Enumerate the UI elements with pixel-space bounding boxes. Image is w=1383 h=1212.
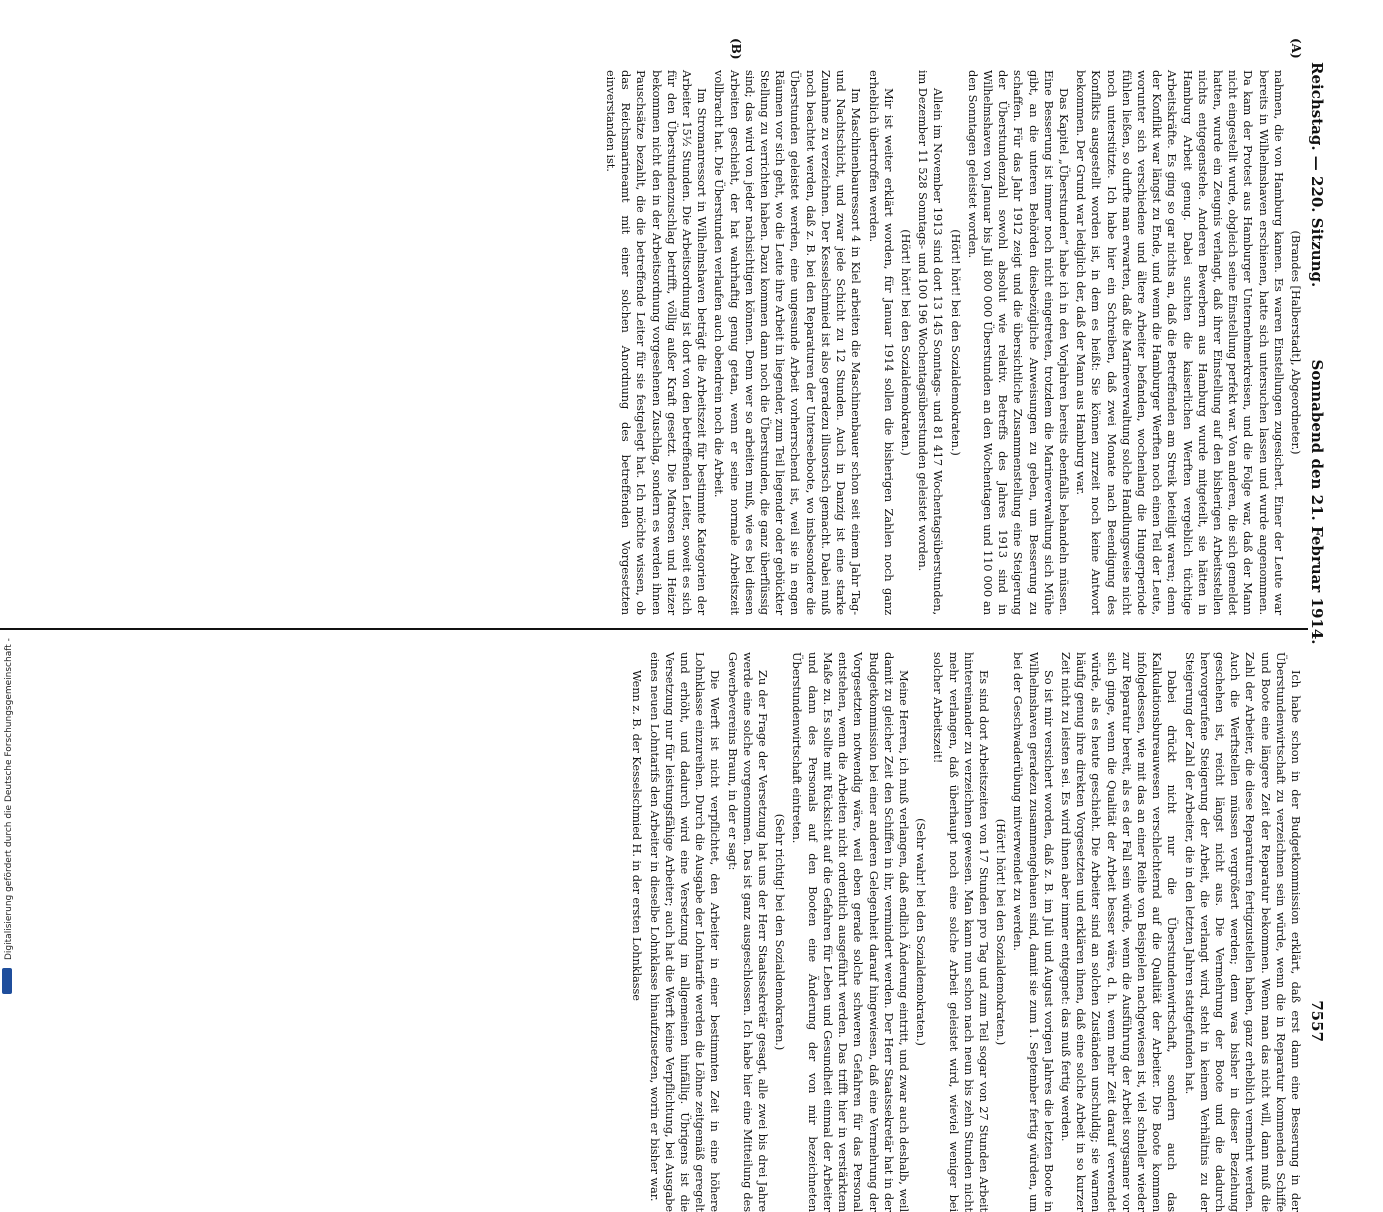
header-left: Reichstag. — 220. Sitzung. (1308, 62, 1326, 288)
paragraph: Allein im November 1913 sind dort 13 145 Sonntags- und 81 417 Wochentagsüberstunden, im Dezember 11 528 Sonntags- und 100 196 Wochentagsüberstunden geleistet worden. (916, 70, 946, 615)
paragraph: Mir ist weiter erklärt worden, für Januar 1914 sollen die bisherigen Zahlen noch ganz erheblich übertroffen werden. (866, 70, 896, 615)
paragraph: Das Kapitel „Überstunden“ habe ich in den Vorjahren bereits ebenfalls behandeln müssen. Eine Besserung ist immer noch nicht eingetreten, trotzdem die Marineverwaltung sich Mühe gibt, an die unteren Behörden diesbezügliche Anweisungen zu geben, um Besserung zu schaffen. Für das Jahr 1912 zeigt und die übersichtliche Zusammenstellung eine Steigerung der Überstundenzahl sowohl absolut wie relativ. Betreffs des Jahres 1913 sind in Wilhelmshaven von Januar bis Juli 800 000 Überstunden an den Wochentagen und 110 000 an den Sonntagen geleistet worden. (965, 70, 1071, 615)
page-header (1304, 62, 1326, 1042)
interjection: (Hört! hört! bei den Sozialdemokraten.) (948, 229, 963, 456)
digitization-text: Digitalisierung gefördert durch die Deutsche Forschungsgemeinschaft - (4, 638, 14, 960)
paragraph: Im Stromanressort in Wilhelmshaven beträgt die Arbeitszeit für bestimmte Kategorien der Arbeiter 15½ Stunden. Die Arbeitsordnung ist dort von den betreffenden Leiter, soweit es sich für den Überstundenzuschlag betrifft, völlig außer Kraft gesetzt. Die Matrosen und Heizer bekommen nicht den in der Arbeitsordnung vorgesehenen Zuschlag, sondern es werden ihnen Pauschsätze bezahlt, die die betreffende Leiter für sie festgelegt hat. Ich möchte wissen, ob das Reichsmarineamt mit einer solchen Anordnung des betreffenden Vorgesetzten einverstanden ist. (604, 70, 710, 615)
paragraph: Meine Herren, ich muß verlangen, daß endlich Änderung eintritt, und zwar auch deshalb, weil damit zu gleicher Zeit den Schiffen in ihr, vermindert werden. Der Herr Staatssekretär hat in der Budgetkommission bei einer anderen Gelegenheit darauf hingewiesen, daß eine Vermehrung der Vorgesetzten notwendig wäre, weil eben gerade solche schweren Gefahren für das Personal entstehen, wenn die Arbeiten nicht ordentlich ausgeführt werden. Das trifft hier in verstärktem Maße zu. Es sollte mit Rücksicht auf die Gefahren für Leben und Gesundheit einmal der Arbeiter und dann des Personals auf den Booten eine Änderung der von mir bezeichneten Überstundenwirtschaft eintreten. (790, 652, 911, 1212)
interjection: (Hört! hört! bei den Sozialdemokraten.) (994, 818, 1009, 1046)
digitization-note (4, 638, 14, 960)
left-column (601, 70, 1303, 615)
page-number: 7557 (1308, 1000, 1326, 1042)
paragraph: Zu der Frage der Versetzung hat uns der Herr Staatssekretär gesagt, alle zwei bis drei Jahre werde eine solche vorgenommen. Das ist ganz ausgeschlossen. Ich habe hier eine Mitteilung des Gewerbevereins Braun, in der er sagt: (725, 652, 771, 1212)
column-divider (0, 628, 1308, 630)
paragraph: Dabei drückt nicht nur die Überstundenwirtschaft, sondern auch das Kalkulationsbureauwesen verschlechternd auf die Qualität der Arbeiter. Die Boote kommen infolgedessen, wie mit das an einer Reihe von Beispielen nachgewiesen ist, viel schneller wieder zur Reparatur bereit, als es der Fall sein würde, wenn die Ausführung der Arbeit sorgsamer vor sich ginge, wenn die Qualität der Arbeit besser wäre, d. h. wenn mehr Zeit darauf verwendet würde, als es heute geschieht. Die Arbeiter sind an solchen Zuständen unschuldig; sie warnen häufig genug ihre direkten Vorgesetzten und erklären ihnen, daß eine solche Arbeit in so kurzer Zeit nicht zu leisten sei. Es wird ihnen aber immer entgegnet: das muß fertig werden. (1058, 652, 1180, 1212)
interjection: (Hört! hört! bei den Sozialdemokraten.) (898, 229, 913, 456)
paragraph: Es sind dort Arbeitszeiten von 17 Stunden pro Tag und zum Teil sogar von 27 Stunden Arbeit hintereinander zu verzeichnen gewesen. Man kann nun schon nach neun bis zehn Stunden nicht mehr verlangen, daß überhaupt noch eine solche Arbeit geleistet wird, wieviel weniger bei solcher Arbeitszeit! (931, 652, 991, 1212)
paragraph: So ist mir versichert worden, daß z. B. im Juli und August vorigen Jahres die letzten Boote in Wilhelmshaven geradezu zusammengehauen sind, damit sie zum 1. September fertig würden, um bei der Geschwaderübung mitverwendet zu werden. (1011, 652, 1056, 1212)
speaker-label: (Brandes [Halberstadt], Abgeordneter.) (1289, 230, 1303, 455)
paragraph: nahmen, die von Hamburg kamen. Es waren Einstellungen zugesichert. Einer der Leute war bereits in Wilhelmshaven erschienen, hatte sich untersuchen lassen und wurde angenommen. Da kam der Protest aus Hamburger Unternehmerkreisen, und die Folge war, daß der Mann nicht eingestellt wurde, obgleich seine Einstellung perfekt war. Von anderen, die sich gemeldet hatten, wurde ein Zeugnis verlangt, daß ihrer Einstellung auf den bisherigen Arbeitsstellen nichts entgegenstehe. Anderen Bewerbern aus Hamburg wurde mitgeteilt, sie hätten in Hamburg Arbeit genug. Dabei suchten die kaiserlichen Werften vergeblich tüchtige Arbeitskräfte. Es ging so gar nichts an, daß die Betreffenden am Streik beteiligt waren; denn der Konflikt war längst zu Ende, und wenn die Hamburger Werften noch einen Teil der Leute, worunter sich verschiedene und ältere Arbeiter befanden, wochenlang die Hungerperiode fühlen ließen, so durfte man erwarten, daß die Marineverwaltung solche Handlungsweise nicht noch unterstützte. Ich habe hier ein Schreiben, daß zwei Monate nach Beendigung des Konflikts ausgestellt worden ist, in dem es heißt: Sie können zurzeit noch keine Antwort bekommen. Der Grund war lediglich der, daß der Mann aus Hamburg war. (1074, 70, 1286, 615)
quotation: Die Werft ist nicht verpflichtet, den Arbeiter in einer bestimmten Zeit in eine höhere Lohnklasse einzureihen. Durch die Ausgabe der Lohntarife werden die Löhne zeitgemäß geregelt und erhöht, und dadurch wird eine Versetzung im allgemeinen hinfällig. Übrigens ist die Versetzung nur für leistungsfähige Arbeiter; auch hat die Werft keine Verpflichtung, bei Ausgabe eines neuen Lohntarifs den Arbeiter in dieselbe Lohnklasse hinaufzusetzen, worin er bisher war. (647, 652, 723, 1212)
interjection: (Sehr richtig! bei den Sozialdemokraten.) (773, 813, 788, 1051)
right-column (627, 652, 1303, 1212)
interjection: (Sehr wahr! bei den Sozialdemokraten.) (914, 818, 929, 1046)
paragraph: Ich habe schon in der Budgetkommission erklärt, daß erst dann eine Besserung in der Überstundenwirtschaft zu verzeichnen sein würde, wenn die in Reparatur kommenden Schiffe und Boote eine längere Zeit der Reparatur bekommen. Wenn man das nicht will, dann muß die Zahl der Arbeiter, die diese Reparaturen fertigzustellen haben, ganz erheblich vermehrt werden. Auch die Werftstellen müssen vergrößert werden; denn was bisher in dieser Beziehung geschehen ist, reicht längst nicht aus. Die Vermehrung der Boote und die dadurch hervorgerufene Steigerung der Arbeit, die verlangt wird, steht in keinem Verhältnis zu der Steigerung der Zahl der Arbeiter, die in den letzten Jahren stattgefunden hat. (1182, 652, 1303, 1212)
paragraph: Wenn z. B. der Kesselschmied H. in der ersten Lohnklasse (630, 670, 645, 1001)
margin-letter-b: (B) (729, 38, 743, 60)
dfg-logo-icon (2, 968, 12, 994)
margin-letter-a: (A) (1289, 38, 1303, 59)
header-center: Sonnabend den 21. Februar 1914. (1308, 359, 1326, 645)
paragraph: Im Maschinenbauressort 4 in Kiel arbeiten die Maschinenbauer schon seit einem Jahr Tag- und Nachtschicht, und zwar jede Schicht zu 12 Stunden. Auch in Danzig ist eine starke Zunahme zu verzeichnen. Der Kesselschmied ist also geradezu illusorisch gemacht. Dabei muß noch beachtet werden, daß z. B. bei den Reparaturen der Unterseeboote, wo insbesondere die Überstunden geleistet werden, eine ungesunde Arbeit vorherrschend ist, weil sie in engen Räumen vor sich geht, wo die Leute ihre Arbeit in liegender, zum Teil liegender oder gebückter Stellung zu verrichten haben. Dazu kommen dann noch die Überstunden, die ganz überflüssig sind; das wird von jeder nachsichtigen können. Denn wer so arbeiten muß, wie es bei diesen Arbeiten geschieht, der hat wahrhaftig genug getan, wenn er seine normale Arbeitszeit vollbracht hat. Die Überstunden verlaufen auch obendrein noch die Arbeit. (712, 70, 864, 615)
